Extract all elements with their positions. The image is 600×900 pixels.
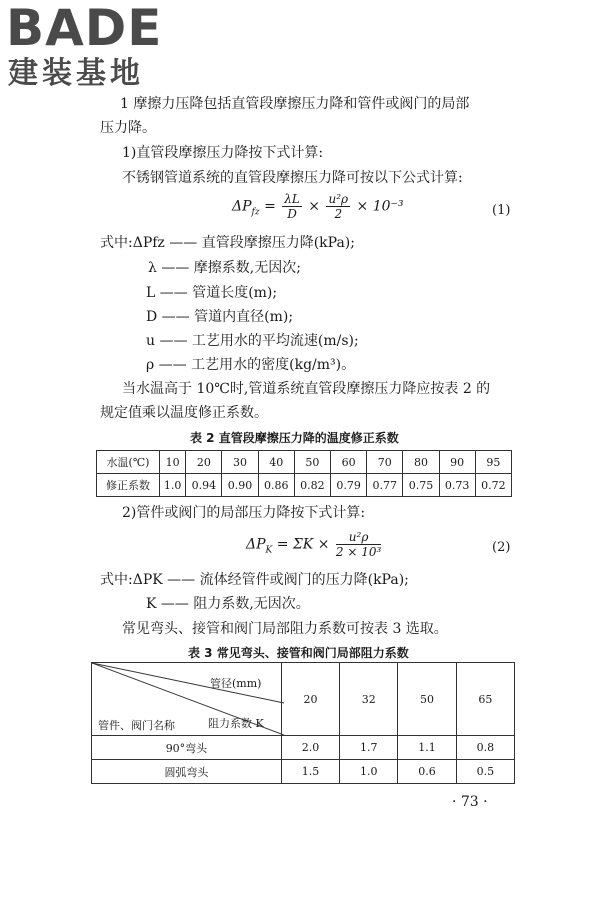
para-4-line-1: 当水温高于 10℃时,管道系统直管段摩擦压力降应按表 2 的	[122, 381, 491, 397]
def2-1: K —— 阻力系数,无因次。	[146, 596, 310, 612]
table2-row-temps	[97, 451, 512, 474]
table2-temp: 40	[258, 451, 294, 474]
table2-factor: 0.75	[403, 474, 439, 497]
eq1-fraction-1	[282, 192, 302, 221]
eq1-lhs-sub: fz	[251, 207, 260, 218]
eq2-frac-num: u²ρ	[336, 530, 381, 545]
table2-factor: 0.90	[222, 474, 258, 497]
table3-diameter: 50	[398, 663, 456, 736]
table-3	[91, 662, 515, 784]
eq2-fraction	[336, 530, 381, 559]
table2-caption: 表 2 直管段摩擦压力降的温度修正系数	[190, 431, 399, 445]
def1-1: λ —— 摩擦系数,无因次;	[148, 260, 301, 276]
table3-header-row	[92, 663, 515, 736]
page-number: · 73 ·	[452, 794, 488, 810]
eq1-tail: × 10⁻³	[356, 198, 404, 215]
eq1-equals: =	[264, 198, 276, 215]
para-3: 不锈钢管道系统的直管段摩擦压力降可按以下公式计算:	[122, 170, 463, 186]
table3-head-k: 阻力系数 K	[208, 717, 264, 730]
table3-value: 1.1	[398, 736, 456, 760]
table3-diameter: 32	[340, 663, 398, 736]
table3-fitting-name: 90°弯头	[92, 736, 282, 760]
table3-caption: 表 3 常见弯头、接管和阀门局部阻力系数	[188, 646, 409, 660]
table2-temp: 95	[475, 451, 511, 474]
table3-diameter: 65	[456, 663, 514, 736]
def1-5: ρ —— 工艺用水的密度(kg/m³)。	[146, 357, 356, 373]
para-4-line-2: 规定值乘以温度修正系数。	[100, 405, 268, 421]
table2-temp: 50	[294, 451, 330, 474]
table3-diagonal-header	[92, 663, 282, 736]
table2-temp: 90	[439, 451, 475, 474]
para-6: 常见弯头、接管和阀门局部阻力系数可按表 3 选取。	[122, 621, 448, 637]
table2-factor: 0.73	[439, 474, 475, 497]
table2-factor: 0.86	[258, 474, 294, 497]
para-5: 2)管件或阀门的局部压力降按下式计算:	[122, 505, 366, 521]
table3-row	[92, 760, 515, 784]
logo-chinese: 建装基地	[8, 56, 144, 91]
table2-factor: 0.82	[294, 474, 330, 497]
para-2: 1)直管段摩擦压力降按下式计算:	[122, 145, 324, 161]
table2-factor: 0.94	[186, 474, 222, 497]
table2-factor: 0.79	[331, 474, 367, 497]
def1-2: L —— 管道长度(m);	[146, 285, 278, 301]
table2-temp: 80	[403, 451, 439, 474]
table2-temp: 70	[367, 451, 403, 474]
eq1-frac2-num: u²ρ	[328, 192, 349, 206]
eq2-rhs: = ΣK ×	[276, 536, 330, 553]
table3-value: 1.7	[340, 736, 398, 760]
table3-value: 0.8	[456, 736, 514, 760]
eq1-frac1-num: λL	[284, 192, 300, 206]
table3-value: 1.0	[340, 760, 398, 784]
table2-temp: 10	[160, 451, 186, 474]
table2-temp: 20	[186, 451, 222, 474]
para-1-line-2: 压力降。	[100, 120, 156, 136]
equation-2	[246, 530, 383, 559]
table3-head-diameter: 管径(mm)	[210, 677, 262, 690]
def1-0: 式中:ΔPfz —— 直管段摩擦压力降(kPa);	[100, 235, 355, 251]
eq2-number: (2)	[492, 540, 511, 555]
eq2-lhs: ΔP	[246, 536, 266, 553]
table3-diameter: 20	[281, 663, 339, 736]
table2-temp: 60	[331, 451, 367, 474]
eq1-times: ×	[308, 198, 321, 215]
table3-value: 0.5	[456, 760, 514, 784]
table2-row1-label: 水温(℃)	[97, 451, 160, 474]
eq1-fraction-2	[326, 192, 350, 221]
def1-4: u —— 工艺用水的平均流速(m/s);	[146, 333, 359, 349]
eq1-frac1-den: D	[287, 207, 297, 221]
logo-wordmark: BADE	[6, 0, 163, 57]
table2-temp: 30	[222, 451, 258, 474]
table2-row2-label: 修正系数	[97, 474, 160, 497]
table3-row	[92, 736, 515, 760]
table2-factor: 0.72	[475, 474, 511, 497]
eq2-lhs-sub: K	[265, 545, 273, 556]
table3-value: 1.5	[281, 760, 339, 784]
table3-head-name: 管件、阀门名称	[98, 719, 175, 732]
table2-row-factors	[97, 474, 512, 497]
table2-factor: 1.0	[160, 474, 186, 497]
table3-fitting-name: 圆弧弯头	[92, 760, 282, 784]
def2-0: 式中:ΔPK —— 流体经管件或阀门的压力降(kPa);	[100, 572, 409, 588]
equation-1	[232, 192, 404, 221]
table-2	[96, 450, 512, 497]
eq1-number: (1)	[492, 203, 511, 218]
eq1-lhs: ΔP	[232, 198, 252, 215]
table2-factor: 0.77	[367, 474, 403, 497]
para-1-line-1: 1 摩擦力压降包括直管段摩擦压力降和管件或阀门的局部	[120, 96, 470, 112]
eq1-frac2-den: 2	[334, 207, 343, 221]
eq2-frac-den: 2 × 10³	[335, 545, 382, 559]
table3-value: 0.6	[398, 760, 456, 784]
table3-value: 2.0	[281, 736, 339, 760]
def1-3: D —— 管道内直径(m);	[146, 309, 294, 325]
